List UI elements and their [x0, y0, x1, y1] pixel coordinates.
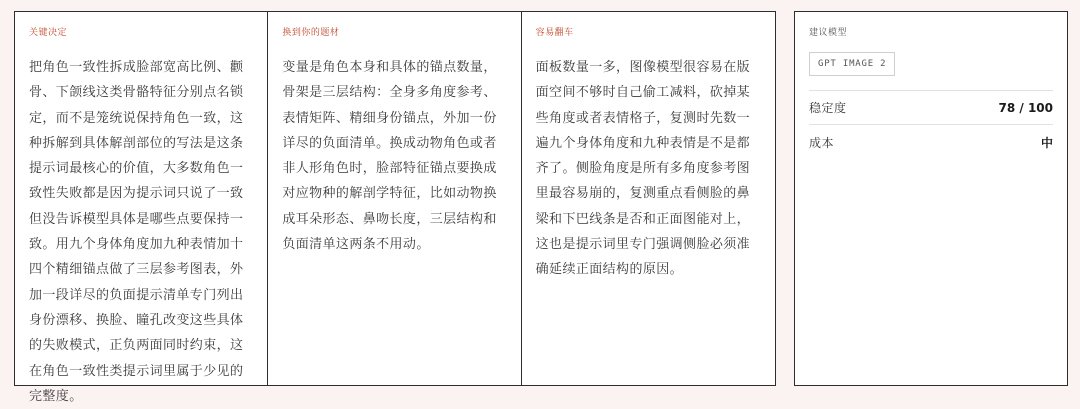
- model-badge: GPT IMAGE 2: [809, 52, 895, 76]
- metric-row-stability: [809, 91, 1053, 125]
- column-title: 容易翻车: [535, 28, 574, 38]
- analysis-card: [14, 11, 776, 404]
- column-title: 换到你的题材: [282, 28, 340, 38]
- model-recommendation-card: [794, 11, 1068, 386]
- column-pitfalls: [522, 12, 775, 385]
- column-title: 关键决定: [29, 28, 68, 38]
- column-body: 把角色一致性拆成脸部宽高比例、颧骨、下颌线这类骨骼特征分别点名锁定，而不是笼统说保持角色一致，这种拆解到具体解剖部位的写法是这条提示词最核心的价值，大多数角色一致性失败都是因为提示词只说了一致但没告诉模型具体是哪些点要保持一致。用九个身体角度加九种表情加十四个精细锚点做了三层参考图表，外加一段详尽的负面提示清单专门列出身份漂移、换脸、瞳孔改变这些具体的失败模式，正负两面同时约束，这在角色一致性类提示词里属于少见的完整度。: [29, 60, 244, 404]
- metric-label: 成本: [809, 135, 835, 150]
- column-body: 面板数量一多，图像模型很容易在版面空间不够时自己偷工减料，砍掉某些角度或者表情格子，复测时先数一遍九个身体角度和九种表情是不是都齐了。侧脸角度是所有多角度参考图里最容易崩的，复测重点看侧脸的鼻梁和下巴线条是否和正面图能对上，这也是提示词里专门强调侧脸必须准确延续正面结构的原因。: [535, 60, 751, 278]
- column-swap-topic: [268, 12, 521, 385]
- column-body: 变量是角色本身和具体的锚点数量，骨架是三层结构：全身多角度参考、表情矩阵、精细身份锚点，外加一份详尽的负面清单。换成动物角色或者非人形角色时，脸部特征锚点要换成对应物种的解剖学特征，比如动物换成耳朵形态、鼻吻长度，三层结构和负面清单这两条不用动。: [282, 60, 497, 253]
- metric-value: 中: [1040, 135, 1053, 150]
- metric-row-cost: [809, 125, 1053, 159]
- metric-label: 稳定度: [809, 101, 847, 115]
- sidebar-title: 建议模型: [809, 28, 848, 38]
- column-key-decision: [15, 12, 268, 404]
- metric-value: 78 / 100: [998, 100, 1053, 115]
